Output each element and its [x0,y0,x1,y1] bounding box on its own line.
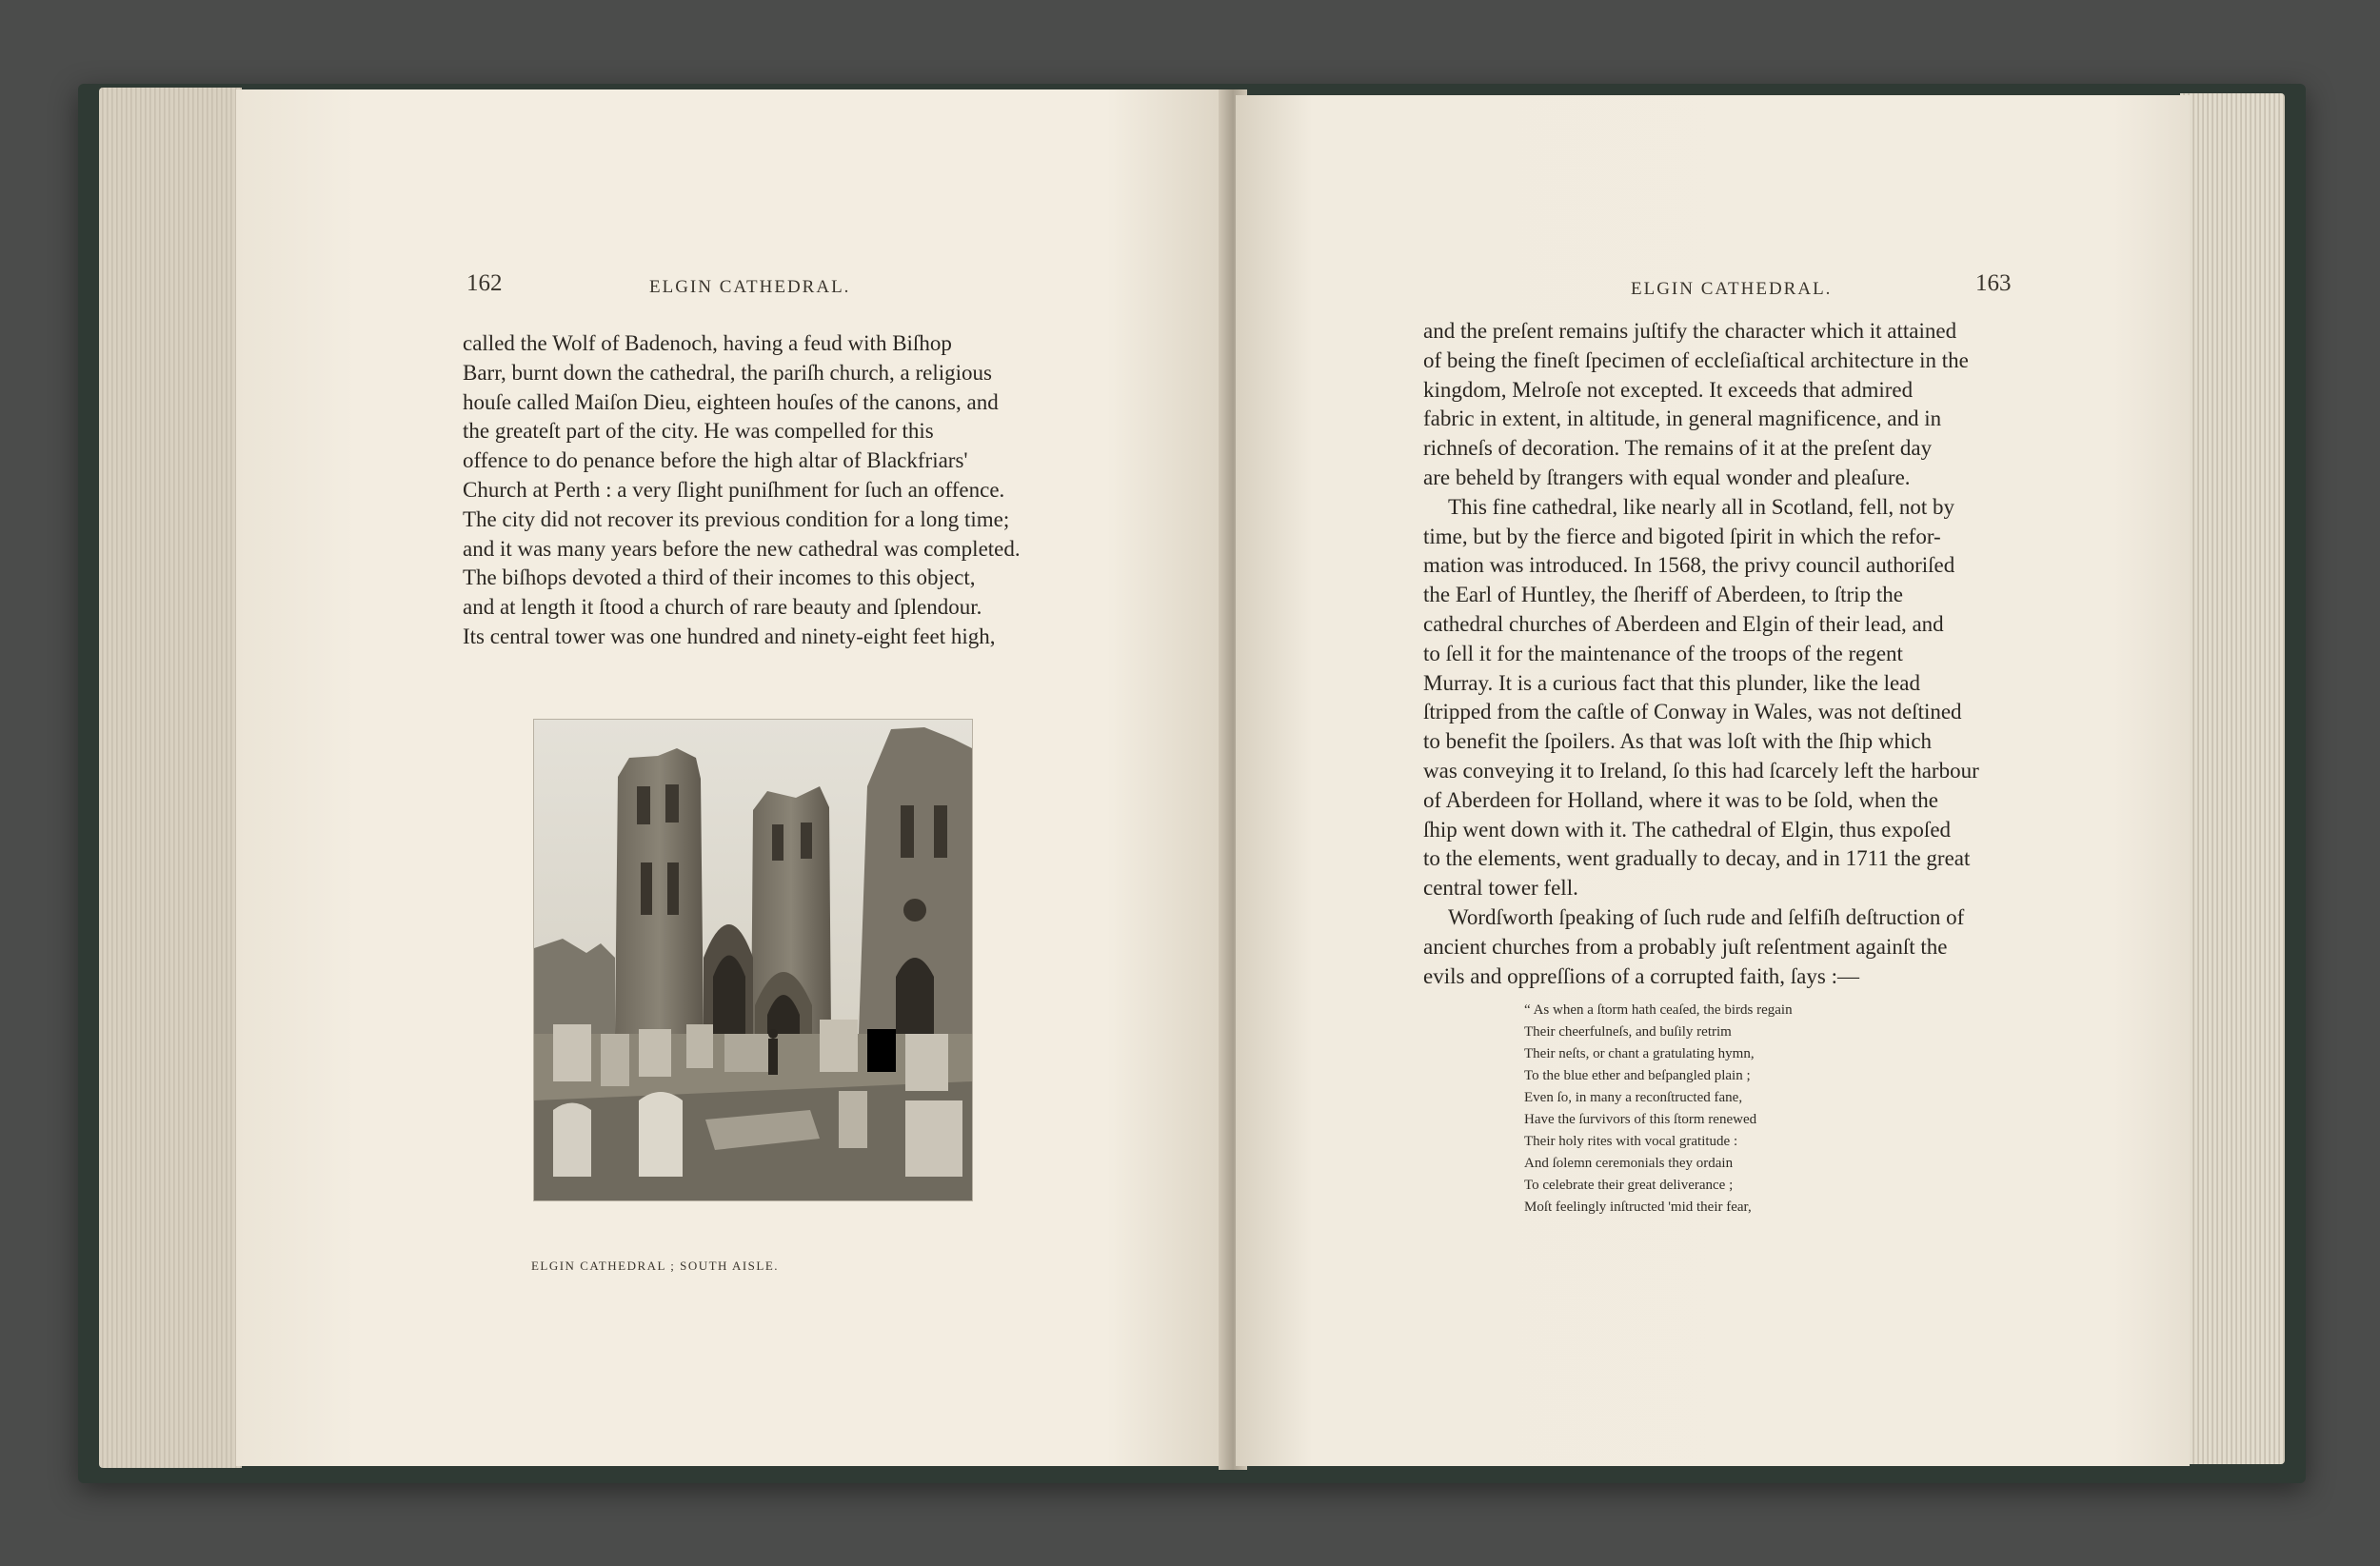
cathedral-photograph [534,720,972,1200]
text-line: The biſhops devoted a third of their incomes to this object, [463,565,976,590]
page-edges-left [99,88,242,1468]
poem-line: Their cheerfulneſs, and buſily retrim [1524,1024,1732,1040]
page-number: 163 [1975,270,2012,296]
poem-quotation [1524,1000,1793,1219]
page-edges-right [2180,93,2285,1464]
poem-line: “ As when a ſtorm hath ceaſed, the birds regain [1524,1002,1793,1018]
body-text [1423,317,1979,991]
text-line: the Earl of Huntley, the ſheriff of Aberdeen, to ſtrip the [1423,583,1903,607]
text-line: called the Wolf of Badenoch, having a feud with Biſhop [463,331,952,355]
photo-caption: ELGIN CATHEDRAL ; SOUTH AISLE. [530,1259,780,1273]
text-line: to ſell it for the maintenance of the troops of the regent [1423,641,1903,665]
poem-line: And ſolemn ceremonials they ordain [1524,1156,1734,1171]
text-line: of being the fineſt ſpecimen of eccleſiaſtical architecture in the [1423,347,1969,372]
text-line: Murray. It is a curious fact that this plunder, like the lead [1423,670,1920,695]
running-head: ELGIN CATHEDRAL. [649,277,851,297]
text-line: offence to do penance before the high altar of Blackfriars' [463,448,968,473]
page-number: 162 [466,270,503,296]
poem-line: Have the ſurvivors of this ſtorm renewed [1524,1112,1757,1127]
right-page [1236,95,2190,1466]
poem-line: To celebrate their great deliverance ; [1524,1178,1734,1193]
running-head: ELGIN CATHEDRAL. [1631,279,1833,299]
poem-line: Their holy rites with vocal gratitude : [1524,1134,1738,1149]
body-text [463,329,1021,652]
left-page [236,89,1226,1466]
text-line: houſe called Maiſon Dieu, eighteen houſes of the canons, and [463,389,999,414]
text-line: Barr, burnt down the cathedral, the pariſh church, a religious [463,360,992,385]
cathedral-ruins-image [534,720,972,1200]
text-line: evils and oppreſſions of a corrupted faith, ſays :— [1423,963,1859,988]
poem-line: Even ſo, in many a reconſtructed fane, [1524,1090,1743,1105]
text-line: the greateſt part of the city. He was compelled for this [463,419,934,444]
poem-line: To the blue ether and beſpangled plain ; [1524,1068,1751,1083]
text-line: mation was introduced. In 1568, the privy council authoriſed [1423,553,1955,578]
text-line: was conveying it to Ireland, ſo this had ſcarcely left the harbour [1423,758,1979,783]
text-line: and it was many years before the new cathedral was completed. [463,536,1021,561]
text-line: cathedral churches of Aberdeen and Elgin of their lead, and [1423,611,1944,636]
text-line: time, but by the fierce and bigoted ſpirit in which the refor- [1423,524,1941,548]
text-line: of Aberdeen for Holland, where it was to be ſold, when the [1423,787,1938,812]
text-line: The city did not recover its previous condition for a long time; [463,506,1010,531]
text-line: Wordſworth ſpeaking of ſuch rude and ſelfiſh deſtruction of [1448,904,1965,929]
text-line: are beheld by ſtrangers with equal wonder and pleaſure. [1423,465,1911,489]
poem-line: Their neſts, or chant a gratulating hymn, [1524,1046,1755,1061]
text-line: ſhip went down with it. The cathedral of Elgin, thus expoſed [1423,817,1952,842]
text-line: to benefit the ſpoilers. As that was loſt with the ſhip which [1423,729,1933,754]
text-line: ſtripped from the caſtle of Conway in Wales, was not deſtined [1423,700,1962,724]
text-line: This fine cathedral, like nearly all in Scotland, fell, not by [1448,494,1955,519]
text-line: kingdom, Melroſe not excepted. It exceeds that admired [1423,377,1914,402]
text-line: and the preſent remains juſtify the character which it attained [1423,319,1957,343]
text-line: central tower fell. [1423,876,1578,901]
text-line: richneſs of decoration. The remains of it at the preſent day [1423,436,1933,461]
text-line: ancient churches from a probably juſt reſentment againſt the [1423,934,1948,959]
text-line: and at length it ſtood a church of rare beauty and ſplendour. [463,595,982,620]
text-line: Its central tower was one hundred and ninety-eight feet high, [463,624,996,648]
poem-line: Moſt feelingly inſtructed 'mid their fear, [1524,1199,1752,1215]
text-line: fabric in extent, in altitude, in general magnificence, and in [1423,406,1942,431]
text-line: to the elements, went gradually to decay, and in 1711 the great [1423,846,1971,871]
text-line: Church at Perth : a very ſlight puniſhment for ſuch an offence. [463,477,1005,502]
